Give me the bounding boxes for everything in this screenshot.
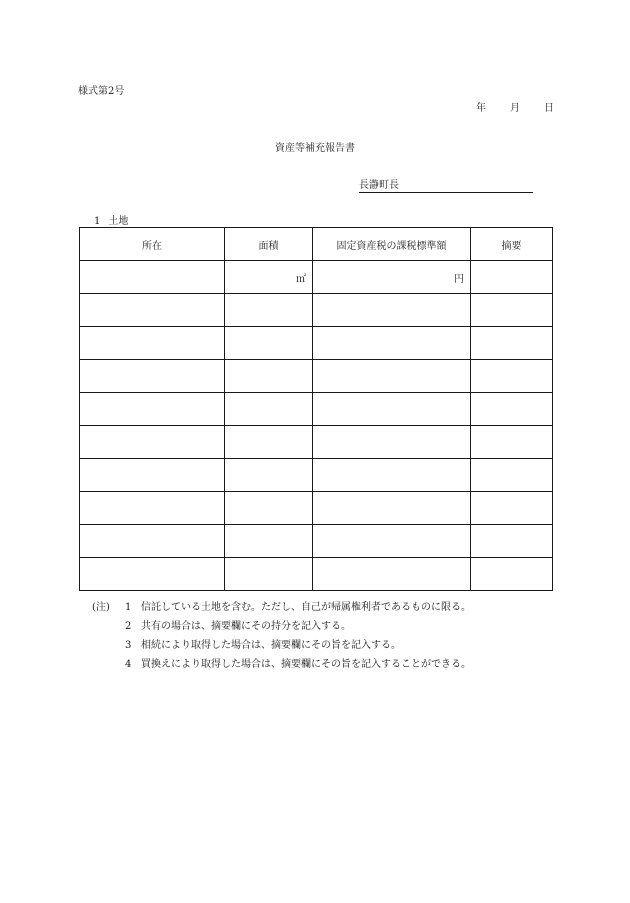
area-cell[interactable] (225, 294, 313, 327)
amount-unit: 円 (454, 273, 464, 285)
date-day-label: 日 (544, 103, 554, 114)
remarks-cell[interactable] (471, 261, 553, 294)
remarks-cell[interactable] (471, 525, 553, 558)
remarks-cell[interactable] (471, 393, 553, 426)
section-label: 土地 (108, 216, 129, 227)
area-cell[interactable] (225, 261, 313, 294)
remarks-cell[interactable] (471, 294, 553, 327)
section-heading (94, 212, 128, 227)
location-cell[interactable] (80, 426, 225, 459)
table-row (80, 360, 553, 393)
note-item (92, 621, 471, 640)
note-item (92, 659, 471, 678)
area-cell[interactable] (225, 459, 313, 492)
header-tax-base: 固定資産税の課税標準額 (313, 228, 471, 261)
area-cell[interactable] (225, 426, 313, 459)
location-cell[interactable] (80, 360, 225, 393)
land-table (79, 227, 553, 591)
note-text: 買換えにより取得した場合は、摘要欄にその旨を記入することができる。 (141, 659, 471, 670)
tax-base-cell[interactable] (313, 426, 471, 459)
note-number: 2 (125, 621, 132, 632)
table-row (80, 525, 553, 558)
date-line (452, 99, 554, 114)
note-number: 4 (125, 659, 132, 670)
note-text: 信託している土地を含む。ただし、自己が帰属権利者であるものに限る。 (141, 602, 471, 613)
table-row (80, 459, 553, 492)
table-row (80, 261, 553, 294)
section-number: 1 (94, 216, 101, 227)
tax-base-cell[interactable] (313, 558, 471, 591)
tax-base-cell[interactable] (313, 525, 471, 558)
tax-base-cell[interactable] (313, 492, 471, 525)
table-row (80, 558, 553, 591)
location-cell[interactable] (80, 459, 225, 492)
remarks-cell[interactable] (471, 426, 553, 459)
location-cell[interactable] (80, 327, 225, 360)
area-cell[interactable] (225, 525, 313, 558)
note-number: 3 (125, 640, 132, 651)
table-row (80, 327, 553, 360)
location-cell[interactable] (80, 558, 225, 591)
header-remarks: 摘要 (471, 228, 553, 261)
note-item (92, 602, 471, 621)
table-row (80, 426, 553, 459)
remarks-cell[interactable] (471, 492, 553, 525)
note-number: 1 (125, 602, 132, 613)
form-number: 様式第2号 (78, 86, 125, 97)
location-cell[interactable] (80, 261, 225, 294)
area-cell[interactable] (225, 360, 313, 393)
notes-label: (注) (92, 602, 110, 613)
tax-base-cell[interactable] (313, 261, 471, 294)
note-text: 相続により取得した場合は、摘要欄にその旨を記入する。 (141, 640, 401, 651)
tax-base-cell[interactable] (313, 360, 471, 393)
remarks-cell[interactable] (471, 459, 553, 492)
table-header-row (80, 228, 553, 261)
remarks-cell[interactable] (471, 360, 553, 393)
area-cell[interactable] (225, 492, 313, 525)
area-cell[interactable] (225, 393, 313, 426)
remarks-cell[interactable] (471, 558, 553, 591)
notes-section (92, 602, 471, 678)
date-month-label: 月 (510, 103, 520, 114)
area-cell[interactable] (225, 558, 313, 591)
tax-base-cell[interactable] (313, 393, 471, 426)
note-text: 共有の場合は、摘要欄にその持分を記入する。 (141, 621, 351, 632)
location-cell[interactable] (80, 492, 225, 525)
location-cell[interactable] (80, 525, 225, 558)
table-row (80, 393, 553, 426)
remarks-cell[interactable] (471, 327, 553, 360)
header-area: 面積 (225, 228, 313, 261)
tax-base-cell[interactable] (313, 459, 471, 492)
area-cell[interactable] (225, 327, 313, 360)
addressee-line: 長瀞町長 (359, 176, 533, 193)
table-row (80, 294, 553, 327)
location-cell[interactable] (80, 294, 225, 327)
tax-base-cell[interactable] (313, 294, 471, 327)
date-year-label: 年 (476, 103, 486, 114)
area-unit: ㎡ (296, 273, 306, 285)
table-row (80, 492, 553, 525)
location-cell[interactable] (80, 393, 225, 426)
tax-base-cell[interactable] (313, 327, 471, 360)
document-title: 資産等補充報告書 (275, 143, 355, 154)
note-item (92, 640, 471, 659)
header-location: 所在 (80, 228, 225, 261)
